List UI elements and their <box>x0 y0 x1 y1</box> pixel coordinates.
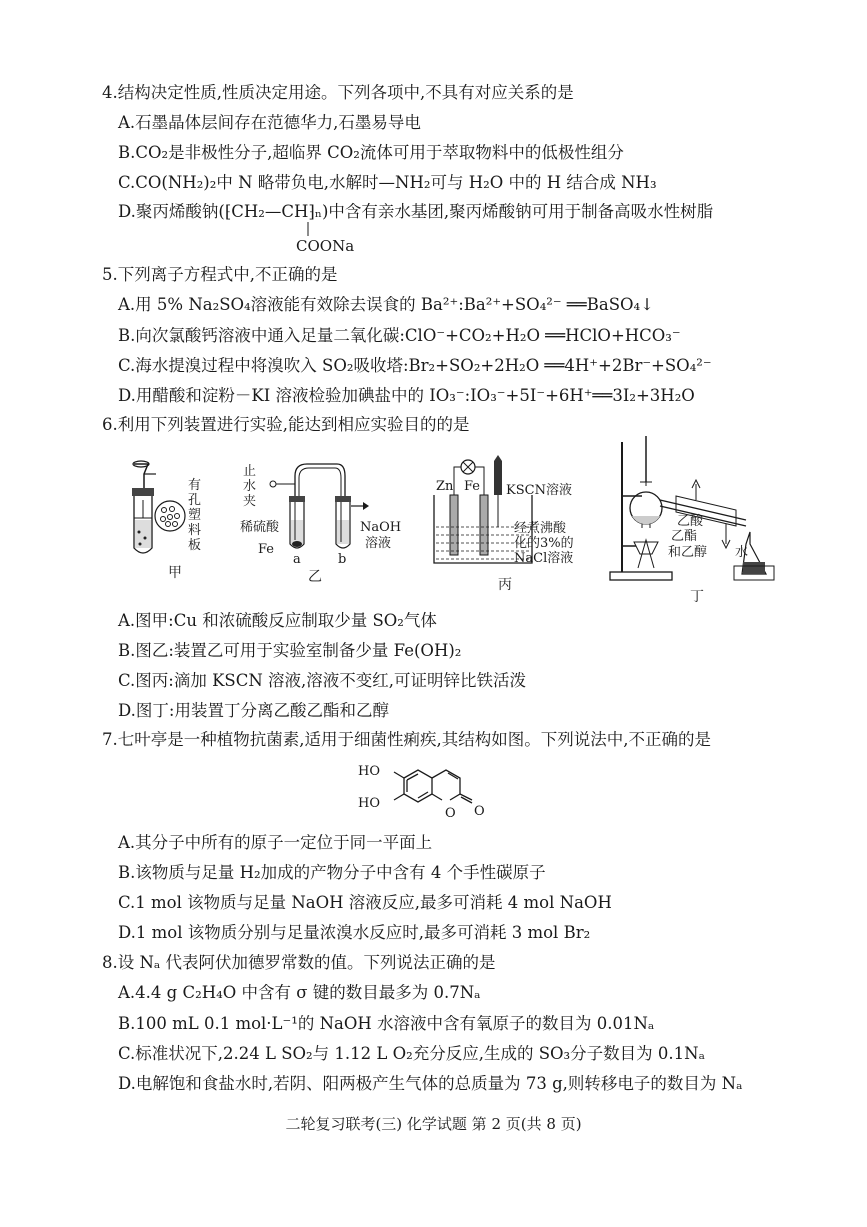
yi-clamp-label: 止水夹 <box>243 464 257 509</box>
jia-label-5: 板 <box>188 538 202 553</box>
q4-option-b: B.CO₂是非极性分子,超临界 CO₂流体可用于萃取物料中的低极性组分 <box>118 143 624 162</box>
ding-label-1: 乙酸 <box>677 514 704 529</box>
q4-option-c: C.CO(NH₂)₂中 N 略带负电,水解时—NH₂可与 H₂O 中的 H 结合成 NH₃ <box>118 173 657 192</box>
ding-label-2: 乙酯 <box>671 529 698 544</box>
jia-caption: 甲 <box>168 565 182 581</box>
bing-solution-label-1: 经煮沸酸 <box>514 521 567 536</box>
jia-label-1: 有 <box>188 478 202 493</box>
q6-option-c: C.图丙:滴加 KSCN 溶液,溶液不变红,可证明锌比铁活泼 <box>118 671 527 690</box>
yi-acid-label: 稀硫酸 <box>240 520 280 535</box>
jia-label-2: 孔 <box>188 493 202 508</box>
yi-caption: 乙 <box>308 569 322 585</box>
ding-caption: 丁 <box>690 589 704 605</box>
q6-option-d: D.图丁:用装置丁分离乙酸乙酯和乙醇 <box>118 701 389 720</box>
q8-option-a: A.4.4 g C₂H₄O 中含有 σ 键的数目最多为 0.7Nₐ <box>118 983 481 1002</box>
q7-option-a: A.其分子中所有的原子一定位于同一平面上 <box>118 833 433 852</box>
q8-stem: 8.设 Nₐ 代表阿伏加德罗常数的值。下列说法正确的是 <box>102 953 496 972</box>
apparatus-ding-drawing <box>606 436 776 584</box>
q7-option-b: B.该物质与足量 H₂加成的产物分子中含有 4 个手性碳原子 <box>118 863 546 882</box>
q5-option-b: B.向次氯酸钙溶液中通入足量二氧化碳:ClO⁻+CO₂+H₂O ══HClO+HCO₃⁻ <box>118 326 681 345</box>
q7-carbonyl-o: O <box>474 804 485 819</box>
bing-zn-label: Zn <box>436 479 454 494</box>
yi-fe-label: Fe <box>258 542 275 557</box>
yi-solution-label: 溶液 <box>365 536 392 551</box>
perforated-plate-icon <box>152 498 188 534</box>
yi-b-label: b <box>338 552 347 567</box>
q7-ho-bottom: HO <box>358 796 380 811</box>
q5-stem: 5.下列离子方程式中,不正确的是 <box>102 265 338 284</box>
q8-option-c: C.标准状况下,2.24 L SO₂与 1.12 L O₂充分反应,生成的 SO₃分子数目为 0.1Nₐ <box>118 1044 705 1063</box>
ding-label-3: 和乙醇 <box>668 545 708 560</box>
q4-option-d-substituent: COONa <box>296 237 355 255</box>
bing-solution-label-2: 化的3%的 <box>514 536 574 551</box>
jia-label-3: 塑 <box>188 508 202 523</box>
ding-water-label: 水 <box>735 545 749 560</box>
q8-option-d: D.电解饱和食盐水时,若阴、阳两极产生气体的总质量为 73 g,则转移电子的数目为 Nₐ <box>118 1074 743 1093</box>
q7-stem: 7.七叶亭是一种植物抗菌素,适用于细菌性痢疾,其结构如图。下列说法中,不正确的是 <box>102 730 711 749</box>
q7-ho-top: HO <box>358 764 380 779</box>
q5-option-a: A.用 5% Na₂SO₄溶液能有效除去误食的 Ba²⁺:Ba²⁺+SO₄²⁻ ══BaSO₄↓ <box>118 295 654 314</box>
page-footer: 二轮复习联考(三) 化学试题 第 2 页(共 8 页) <box>285 1115 582 1133</box>
yi-naoh-label: NaOH <box>360 520 402 535</box>
q6-stem: 6.利用下列装置进行实验,能达到相应实验目的的是 <box>102 415 470 434</box>
bing-kscn-label: KSCN溶液 <box>506 483 572 498</box>
q5-option-d: D.用醋酸和淀粉－KI 溶液检验加碘盐中的 IO₃⁻:IO₃⁻+5I⁻+6H⁺══3I₂+3H₂O <box>118 386 695 405</box>
polymer-bond-line <box>306 222 310 236</box>
q6-option-a: A.图甲:Cu 和浓硫酸反应制取少量 SO₂气体 <box>118 611 437 630</box>
bing-caption: 丙 <box>498 577 512 593</box>
q4-option-d: D.聚丙烯酸钠(⁅CH₂—CH⁆ₙ)中含有亲水基团,聚丙烯酸钠可用于制备高吸水性树脂 <box>118 202 714 221</box>
q7-option-c: C.1 mol 该物质与足量 NaOH 溶液反应,最多可消耗 4 mol NaOH <box>118 893 612 912</box>
yi-a-label: a <box>293 552 301 567</box>
q6-option-b: B.图乙:装置乙可用于实验室制备少量 Fe(OH)₂ <box>118 641 462 660</box>
q5-option-c: C.海水提溴过程中将溴吹入 SO₂吸收塔:Br₂+SO₂+2H₂O ══4H⁺+2Br⁻+SO₄²⁻ <box>118 356 712 375</box>
q8-option-b: B.100 mL 0.1 mol·L⁻¹的 NaOH 水溶液中含有氧原子的数目为 0.01Nₐ <box>118 1014 655 1033</box>
bing-solution-label-3: NaCl溶液 <box>514 551 574 566</box>
bing-fe-label: Fe <box>464 479 481 494</box>
q4-stem: 4.结构决定性质,性质决定用途。下列各项中,不具有对应关系的是 <box>102 83 574 102</box>
q7-ring-o: O <box>445 806 456 821</box>
jia-label-4: 料 <box>188 523 202 538</box>
q7-option-d: D.1 mol 该物质分别与足量浓溴水反应时,最多可消耗 3 mol Br₂ <box>118 923 591 942</box>
q4-option-a: A.石墨晶体层间存在范德华力,石墨易导电 <box>118 113 421 132</box>
